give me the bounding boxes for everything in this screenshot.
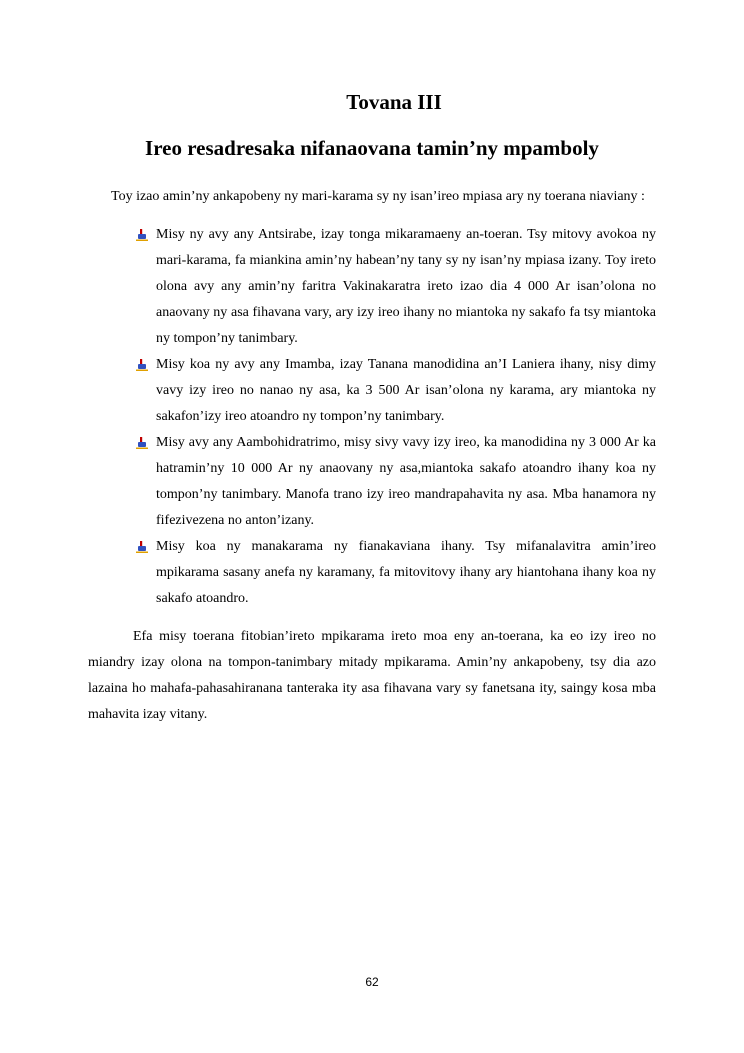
bullet-text: Misy ny avy any Antsirabe, izay tonga mikaramaeny an-toeran. Tsy mitovy avokoa ny mari-karama, fa miankina amin’ny habean’ny tany sy ny isan’ny mpiasa izany. Toy ireto olona avy any amin’ny faritra Vakinakaratra ireto izao dia 4 000 Ar isan’olona no anaovany ny asa fihavana vary, ary izy ireo ihany no miantoka ny sakafo fa tsy miantoka ny tompon’ny tanimbary. xyxy=(156,227,656,346)
page-number: 62 xyxy=(365,975,379,989)
bullet-text: Misy koa ny manakarama ny fianakaviana ihany. Tsy mifanalavitra amin’ireo mpikarama sasany anefa ny karamany, fa mitovitovy ihany ary hiantohana ihany koa ny sakafo atoandro. xyxy=(156,539,656,606)
document-page xyxy=(88,88,656,728)
hand-pointer-icon xyxy=(136,359,148,371)
hand-pointer-icon xyxy=(136,229,148,241)
list-item xyxy=(88,222,656,352)
chapter-subtitle: Ireo resadresaka nifanaovana tamin’ny mpamboly xyxy=(145,136,599,160)
bullet-text: Misy avy any Aambohidratrimo, misy sivy vavy izy ireo, ka manodidina ny 3 000 Ar ka hatramin’ny 10 000 Ar ny anaovany ny asa,miantoka sakafo atoandro ihany koa ny tompon’ny tanimbary. Manofa trano izy ireo mandrapahavita ny asa. Mba hanamora ny fifezivezena no anton’izany. xyxy=(156,435,656,528)
chapter-title: Tovana III xyxy=(346,90,442,114)
list-item xyxy=(88,430,656,534)
intro-paragraph: Toy izao amin’ny ankapobeny ny mari-karama sy ny isan’ireo mpiasa ary ny toerana niaviany : xyxy=(111,189,645,204)
closing-paragraph: Efa misy toerana fitobian’ireto mpikarama ireto moa eny an-toerana, ka eo izy ireo no miandry izay olona na tompon-tanimbary mitady mpikarama. Amin’ny ankapobeny, tsy dia azo lazaina ho mahafa-pahasahiranana tanteraka ity asa fihavana vary sy fanetsana ity, saingy kosa mba mahavita izay vitany. xyxy=(88,629,656,722)
bullet-list xyxy=(88,222,656,612)
list-item xyxy=(88,534,656,612)
hand-pointer-icon xyxy=(136,541,148,553)
list-item xyxy=(88,352,656,430)
hand-pointer-icon xyxy=(136,437,148,449)
bullet-text: Misy koa ny avy any Imamba, izay Tanana manodidina an’I Laniera ihany, nisy dimy vavy izy ireo no nanao ny asa, ka 3 500 Ar isan’olona ny karama, ary miantoka ny sakafon’izy ireo atoandro ny tompon’ny tanimbary. xyxy=(156,357,656,424)
